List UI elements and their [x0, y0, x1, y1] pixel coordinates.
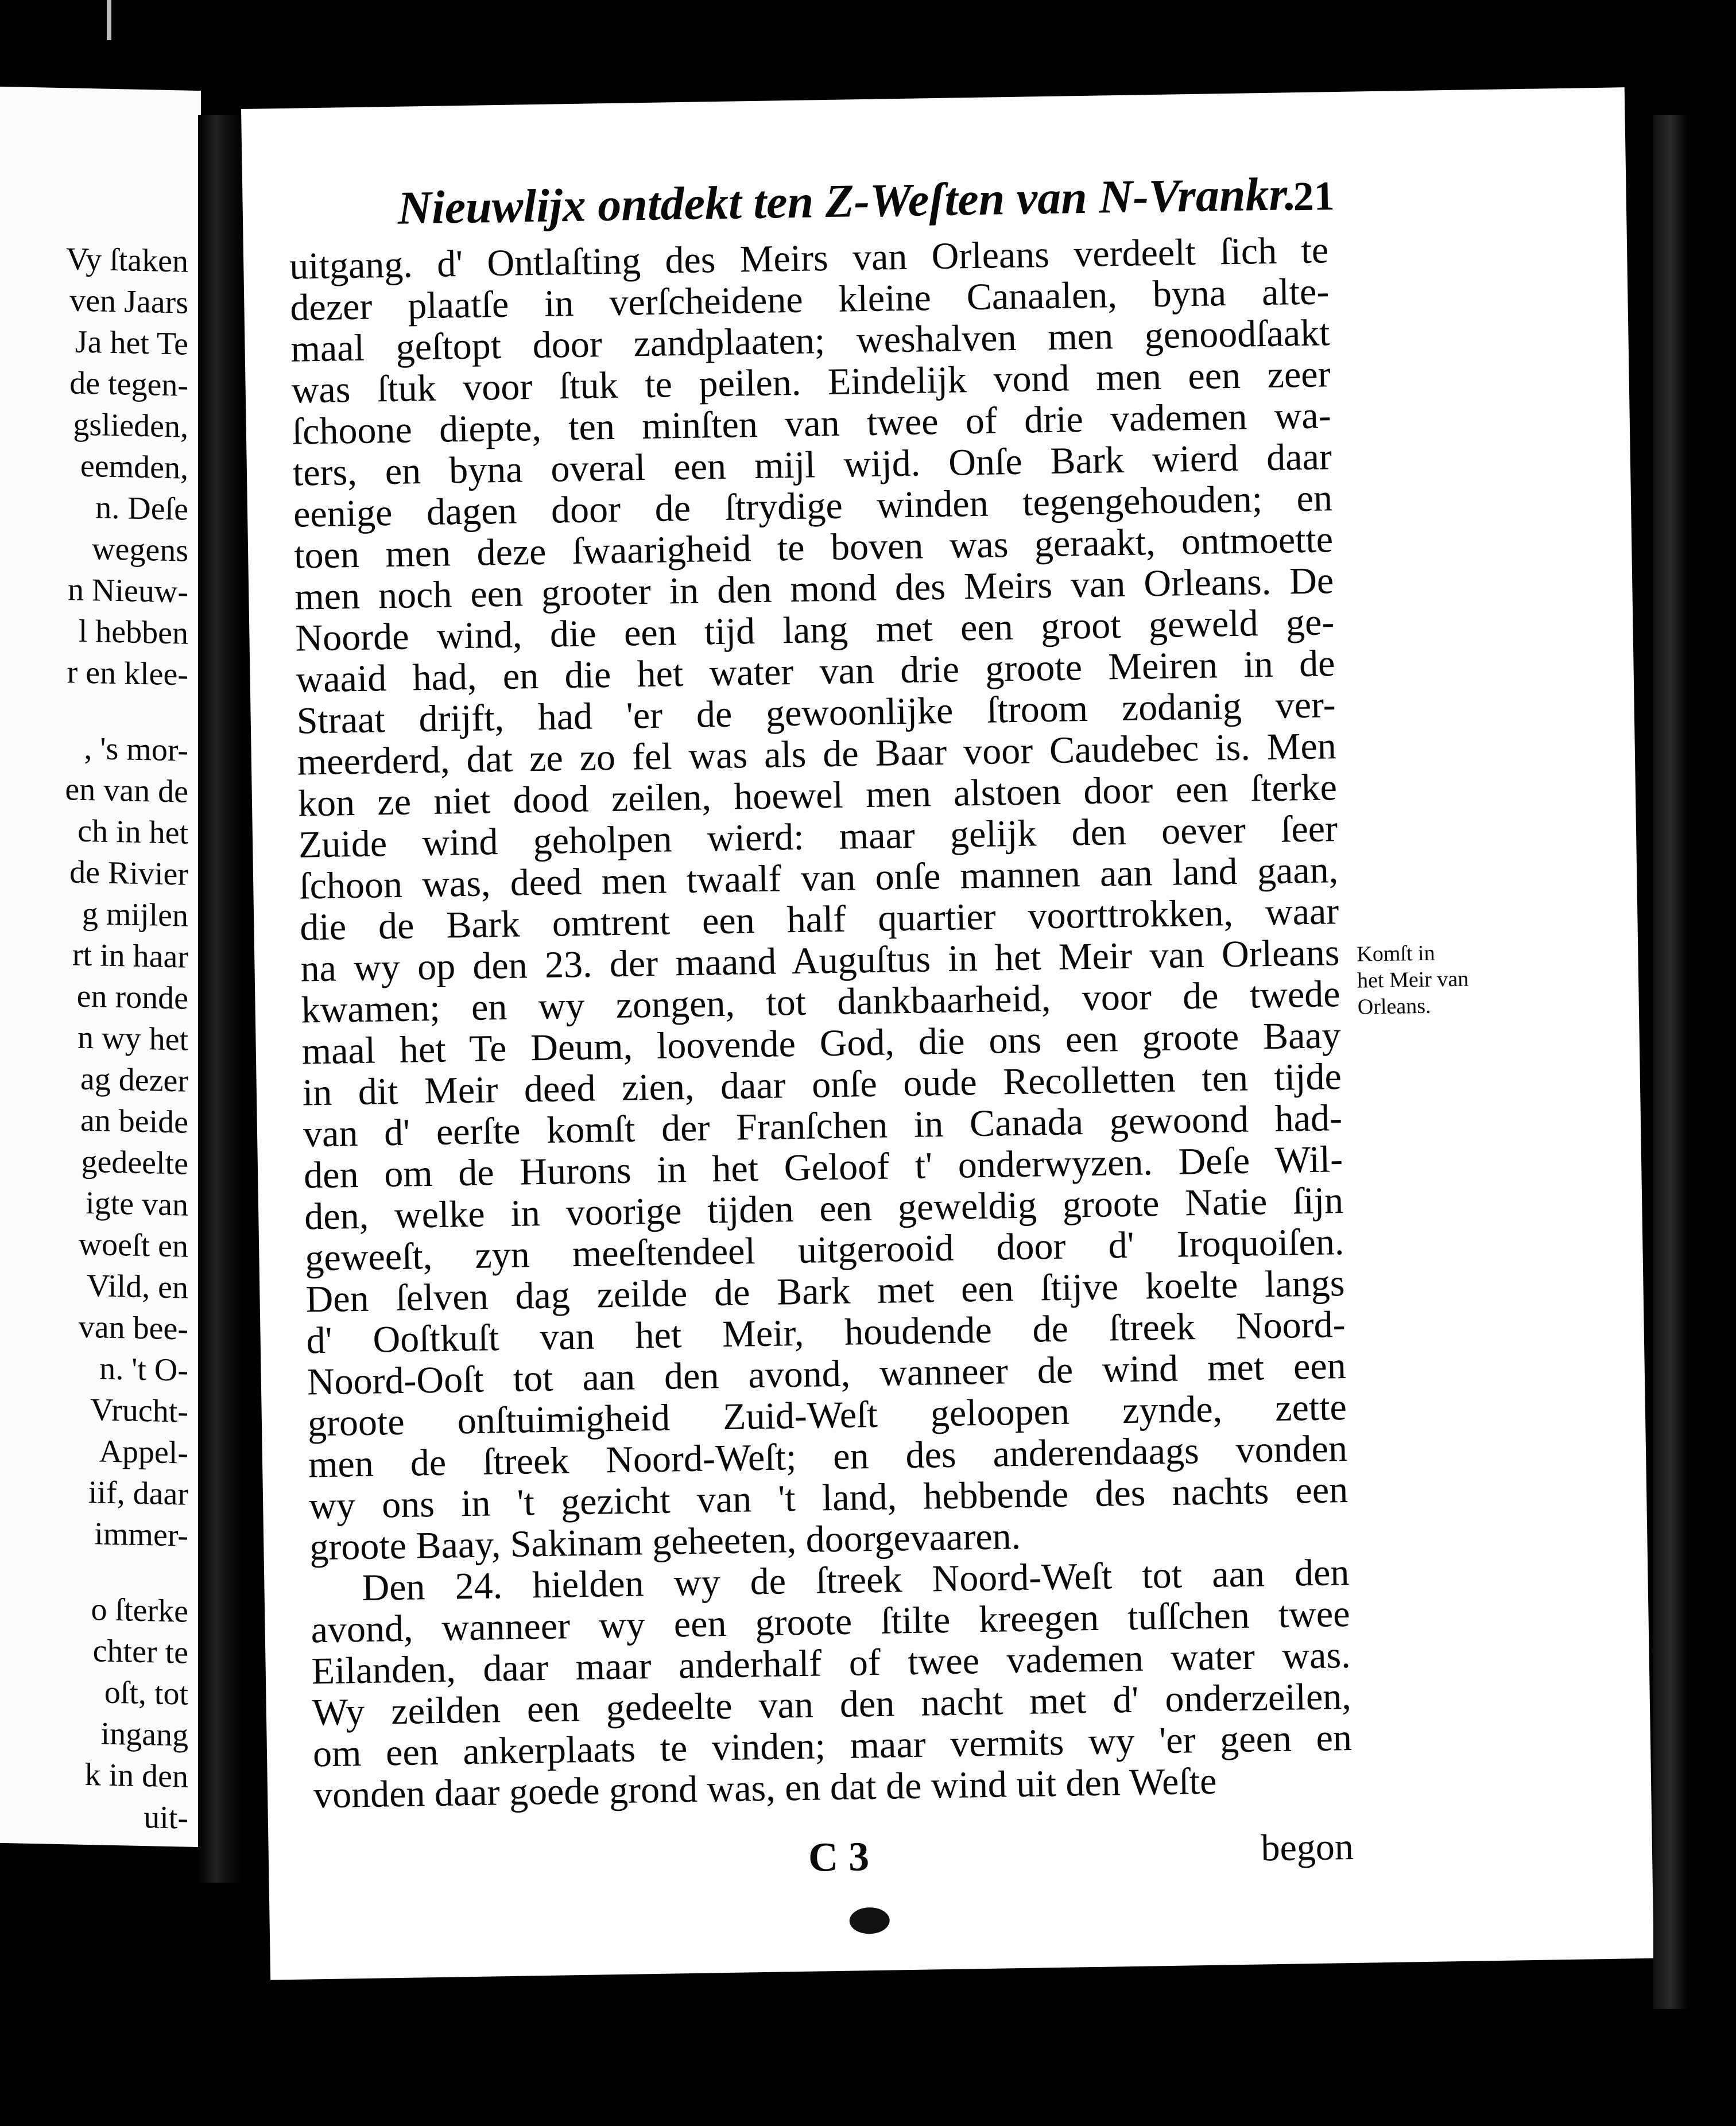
left-page-line: n. Deſe [95, 490, 188, 527]
text-line: toen men deze ſwaarigheid te boven was geraakt, ontmoette [293, 518, 1334, 577]
margin-note-line: Komſt in [1357, 941, 1435, 967]
text-line: Eilanden, daar maar anderhalf of twee vademen water was. [311, 1634, 1351, 1693]
margin-note-line: het Meir van [1357, 967, 1469, 993]
left-page-line: r en klee- [67, 654, 188, 693]
text-line: Noord-Ooſt tot aan den avond, wanneer de wind met een [307, 1345, 1347, 1403]
left-page-line: , 's mor- [84, 730, 188, 769]
margin-note-line: Orleans. [1357, 994, 1431, 1019]
left-page-line: uit- [144, 1799, 188, 1836]
text-line: ters, en byna overal een mijl wijd. Onſe Bark wierd daar [292, 436, 1332, 494]
left-page-line: o ſterke [91, 1592, 188, 1630]
body-text [289, 230, 1353, 1816]
text-line: waaid had, en die het water van drie groote Meiren in de [296, 642, 1335, 701]
text-line: Noorde wind, die een tijd lang met een groot geweld ge- [294, 601, 1335, 659]
left-page-line: Vy ſtaken [65, 241, 188, 280]
left-page-line: chter te [92, 1633, 188, 1671]
page-edge-shadow [1653, 115, 1688, 2009]
left-page-line: en van de [65, 771, 188, 810]
page-footer [314, 1825, 1354, 1887]
left-page-line: rt in haar [72, 937, 188, 975]
text-line: geweeſt, zyn meeſtendeel uitgerooid door d' Iroquoiſen. [304, 1221, 1344, 1279]
text-line: d' Ooſtkuſt van het Meir, houdende de ſtreek Noord- [306, 1303, 1346, 1362]
text-line: Den 24. hielden wy de ſtreek Noord-Weſt tot aan den [361, 1551, 1350, 1609]
left-page-line: Vrucht- [90, 1392, 188, 1430]
signature-mark: C 3 [808, 1833, 870, 1880]
text-line: na wy op den 23. der maand Auguſtus in het Meir van Orleans [300, 932, 1340, 990]
left-page-line: an beide [80, 1102, 188, 1140]
left-page-line: en ronde [76, 978, 188, 1017]
text-line: eenige dagen door de ſtrydige winden tegengehouden; en [293, 477, 1333, 536]
page-number: 21 [1292, 173, 1335, 220]
text-line: Zuide wind geholpen wierd: maar gelijk den oever ſeer [298, 808, 1338, 866]
text-line: kon ze niet dood zeilen, hoewel men alstoen door een ſterke [297, 766, 1338, 825]
left-page-fragment [0, 86, 201, 1847]
text-line: Straat drijft, had 'er de gewoonlijke ſtroom zodanig ver- [296, 684, 1336, 742]
ink-blot [849, 1907, 890, 1934]
text-line: meerderd, dat ze zo fel was als de Baar voor Caudebec is. Men [297, 725, 1337, 783]
left-page-lines [0, 86, 201, 1836]
text-line: uitgang. d' Ontlaſting des Meirs van Orleans verdeelt ſich te [289, 229, 1329, 288]
text-line: in dit Meir deed zien, daar onſe oude Recolletten ten tijde [302, 1056, 1342, 1114]
left-page-line: de Rivier [69, 854, 188, 893]
catchword: begon [1260, 1825, 1354, 1869]
text-line: dezer plaatſe in verſcheidene kleine Canaalen, byna alte- [289, 270, 1330, 329]
text-line: ſchoone diepte, ten minſten van twee of drie vademen wa- [292, 394, 1332, 453]
left-page-line: eemden, [80, 448, 188, 486]
text-line: den om de Hurons in het Geloof t' onderwyzen. Deſe Wil- [303, 1138, 1343, 1197]
left-page-line: gslieden, [73, 406, 188, 445]
left-page-line: woeſt en [78, 1226, 188, 1264]
text-line: om een ankerplaats te vinden; maar vermits wy 'er geen en [312, 1716, 1353, 1775]
margin-note [1357, 940, 1469, 1021]
text-line: van d' eerſte komſt der Franſchen in Canada gewoond had- [303, 1097, 1343, 1155]
left-page-line: ven Jaars [69, 282, 188, 321]
text-line: men de ſtreek Noord-Weſt; en des anderendaags vonden [308, 1427, 1348, 1486]
running-head: Nieuwlijx ontdekt ten Z-Weſten van N-Vrankr. [397, 168, 1297, 234]
left-page-line: ingang [100, 1716, 188, 1753]
text-line: vonden daar goede grond was, en dat de wind uit den Weſte [313, 1760, 1217, 1817]
text-line: groote onſtuimigheid Zuid-Weſt geloopen zynde, zette [307, 1386, 1347, 1445]
left-page-line: n wy het [78, 1019, 188, 1058]
left-page-line: g mijlen [82, 895, 188, 934]
left-page-line: n. 't O- [99, 1351, 188, 1388]
text-line: maal geſtopt door zandplaaten; weshalven men genoodſaakt [290, 312, 1330, 370]
text-line: kwamen; en wy zongen, tot dankbaarheid, voor de twede [301, 973, 1341, 1031]
text-line: ſchoon was, deed men twaalf van onſe mannen aan land gaan, [299, 849, 1339, 907]
text-line: maal het Te Deum, loovende God, die ons een groote Baay [301, 1014, 1342, 1073]
left-page-line: wegens [92, 531, 188, 569]
left-page-line: gedeelte [81, 1143, 188, 1182]
left-page-line: iif, daar [88, 1475, 188, 1512]
left-page-line: k in den [84, 1756, 188, 1795]
left-page-line: Vild, en [86, 1267, 188, 1306]
left-page-line: igte van [86, 1185, 188, 1223]
left-page-line: ag dezer [80, 1061, 188, 1099]
book-gutter [198, 115, 244, 1883]
left-page-line: Appel- [99, 1433, 188, 1471]
text-line: den, welke in voorige tijden een geweldig groote Natie ſijn [304, 1180, 1344, 1238]
text-line: Wy zeilden een gedeelte van den nacht met d' onderzeilen, [312, 1675, 1352, 1734]
scan-artifact-mark [107, 0, 111, 40]
text-line: avond, wanneer wy een groote ſtilte kreegen tuſſchen twee [311, 1592, 1350, 1651]
left-page-line: ch in het [78, 813, 188, 851]
left-page-line: oſt, tot [104, 1674, 188, 1712]
text-line: Den ſelven dag zeilde de Bark met een ſtijve koelte langs [305, 1262, 1345, 1321]
main-page [241, 87, 1654, 1980]
left-page-line: l hebben [78, 613, 188, 651]
text-line: die de Bark omtrent een half quartier voorttrokken, waar [299, 890, 1339, 949]
left-page-line: de tegen- [69, 365, 188, 404]
text-line: was ſtuk voor ſtuk te peilen. Eindelijk vond men een zeer [291, 353, 1331, 412]
left-page-line: Ja het Te [75, 324, 188, 362]
text-line: men noch een grooter in den mond des Meirs van Orleans. De [294, 560, 1334, 618]
left-page-line: van bee- [78, 1309, 188, 1347]
text-line: groote Baay, Sakinam geheeten, doorgevaaren. [309, 1515, 1021, 1569]
left-page-line: immer- [94, 1516, 188, 1554]
left-page-line: n Nieuw- [68, 572, 188, 610]
text-line: wy ons in 't gezicht van 't land, hebbende des nachts een [308, 1469, 1348, 1527]
